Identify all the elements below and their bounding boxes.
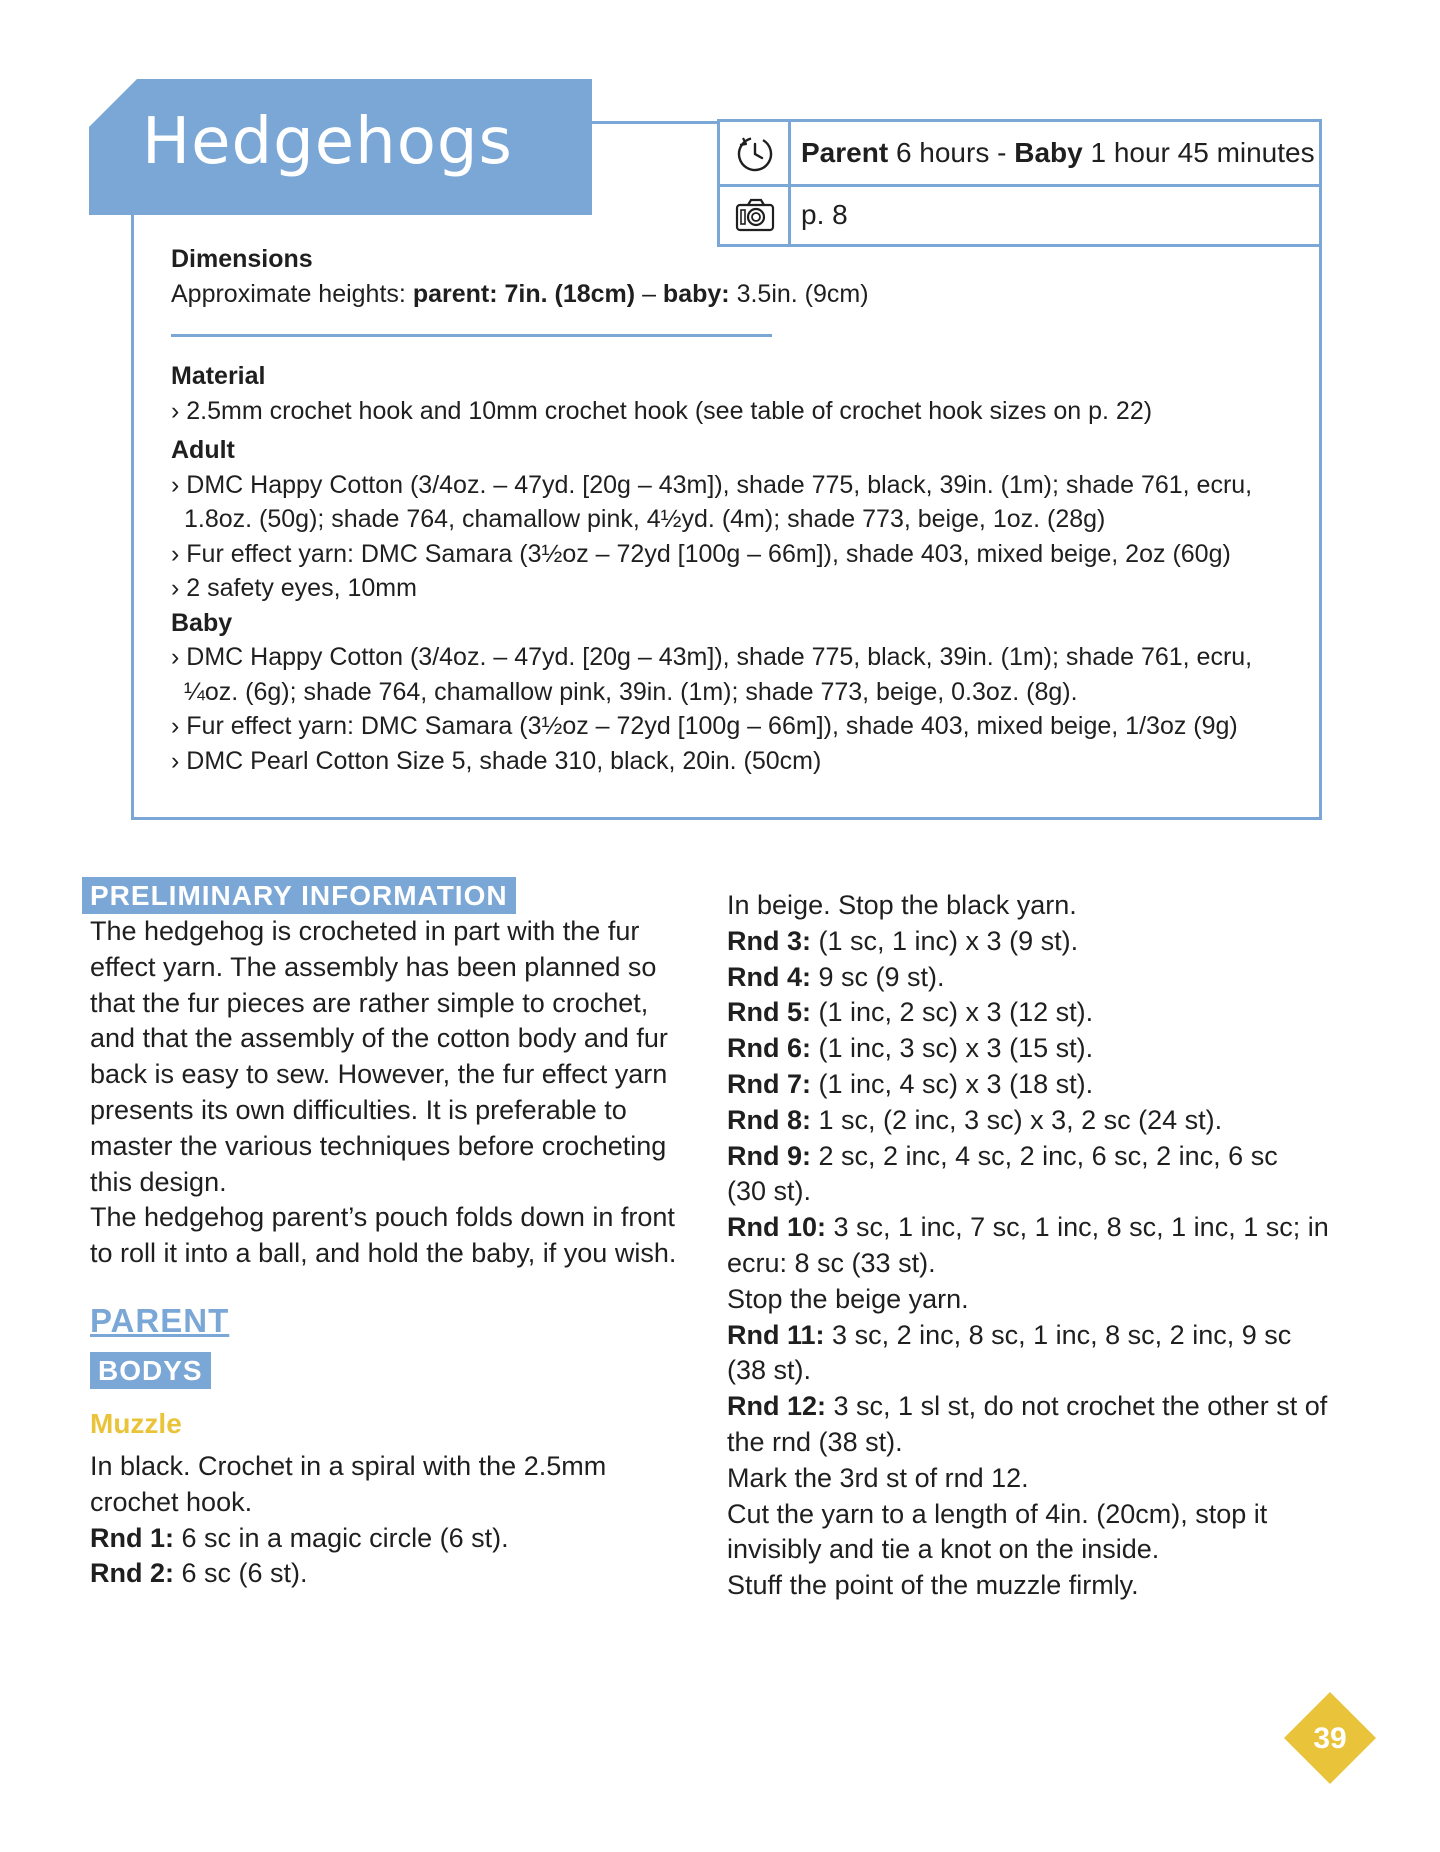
page-number: 39 [1313, 1722, 1347, 1755]
baby-time-value: 1 hour 45 minutes [1090, 137, 1315, 168]
parent-time-value: 6 hours - [895, 137, 1007, 168]
round-text: 6 sc in a magic circle (6 st). [181, 1522, 509, 1553]
right-column [727, 888, 1347, 1604]
round-text: 3 sc, 1 sl st, do not crochet the other st of [833, 1391, 1328, 1422]
photo-row [720, 184, 1319, 246]
round-label: Rnd 3: [727, 925, 811, 956]
baby-item: ¼oz. (6g); shade 764, chamallow pink, 39in. (1m); shade 773, beige, 0.3oz. (8g). [184, 677, 1078, 706]
round-text: 3 sc, 1 inc, 7 sc, 1 inc, 8 sc, 1 inc, 1 sc; in [833, 1212, 1329, 1243]
text-line: ecru: 8 sc (33 st). [727, 1247, 936, 1278]
page-number-badge [1284, 1692, 1376, 1784]
round-line [727, 1318, 1347, 1354]
round-line [727, 1389, 1347, 1425]
round-label: Rnd 10: [727, 1212, 827, 1243]
round-text: (1 inc, 3 sc) x 3 (15 st). [818, 1033, 1094, 1064]
round-line [727, 924, 1347, 960]
round-text: 3 sc, 2 inc, 8 sc, 1 inc, 8 sc, 2 inc, 9 sc [832, 1319, 1292, 1350]
text-line: Stuff the point of the muzzle firmly. [727, 1570, 1139, 1601]
meta-box [717, 119, 1322, 247]
camera-icon [734, 194, 776, 236]
muzzle-heading: Muzzle [90, 1407, 182, 1439]
text-line: crochet hook. [90, 1486, 253, 1517]
round-label: Rnd 12: [727, 1391, 827, 1422]
text-line: back is easy to sew. However, the fur effect yarn [90, 1059, 668, 1090]
adult-item: 1.8oz. (50g); shade 764, chamallow pink, 4½yd. (4m); shade 773, beige, 1oz. (28g) [184, 505, 1106, 533]
round-label: Rnd 8: [727, 1104, 811, 1135]
section-divider [171, 334, 772, 337]
text-line: invisibly and tie a knot on the inside. [727, 1534, 1160, 1565]
preliminary-text [90, 914, 680, 1272]
text-line: master the various techniques before crocheting [90, 1130, 667, 1161]
round-line [727, 1103, 1347, 1139]
photo-page: p. 8 [801, 199, 848, 230]
materials-section [171, 359, 1301, 778]
dimensions-baby-label: baby: [662, 280, 730, 308]
text-line: Stop the beige yarn. [727, 1283, 969, 1314]
text-line: that the fur pieces are rather simple to crochet, [90, 987, 649, 1018]
dimensions-section [171, 242, 869, 312]
dimensions-label: Dimensions [171, 245, 313, 273]
dimensions-prefix: Approximate heights: [171, 280, 406, 308]
round-line [727, 1031, 1347, 1067]
parent-time-label: Parent [801, 137, 889, 168]
round-text: (1 inc, 2 sc) x 3 (12 st). [818, 997, 1094, 1028]
text-line: The hedgehog is crocheted in part with the fur [90, 916, 640, 946]
material-label: Material [171, 362, 266, 390]
muzzle-instructions [90, 1449, 680, 1592]
adult-label: Adult [171, 436, 235, 464]
round-label: Rnd 11: [727, 1319, 825, 1350]
round-label: Rnd 9: [727, 1140, 811, 1171]
round-label: Rnd 6: [727, 1033, 811, 1064]
text-line: this design. [90, 1166, 227, 1197]
text-line: In black. Crochet in a spiral with the 2.5mm [90, 1450, 607, 1481]
round-label: Rnd 1: [90, 1522, 174, 1553]
round-line [727, 995, 1347, 1031]
dimensions-line [171, 277, 869, 312]
preliminary-heading: PRELIMINARY INFORMATION [82, 877, 516, 914]
baby-label: Baby [171, 608, 233, 637]
round-text: 2 sc, 2 inc, 4 sc, 2 inc, 6 sc, 2 inc, 6 sc [818, 1140, 1278, 1171]
round-text: (1 sc, 1 inc) x 3 (9 st). [818, 925, 1079, 956]
baby-time-label: Baby [1014, 137, 1083, 168]
text-line: (30 st). [727, 1176, 812, 1207]
adult-item: › 2 safety eyes, 10mm [171, 574, 417, 602]
time-row [720, 122, 1319, 187]
dimensions-baby-value: 3.5in. (9cm) [736, 280, 869, 308]
text-line: the rnd (38 st). [727, 1426, 903, 1457]
text-line: to roll it into a ball, and hold the baby, if you wish. [90, 1238, 677, 1269]
meta-separator [788, 184, 791, 246]
text-line: The hedgehog parent’s pouch folds down in front [90, 1202, 675, 1233]
adult-item: › Fur effect yarn: DMC Samara (3½oz – 72yd [100g – 66m]), shade 403, mixed beige, 2oz (60g) [171, 539, 1231, 568]
baby-item: › DMC Happy Cotton (3/4oz. – 47yd. [20g – 43m]), shade 775, black, 39in. (1m); shade 761, ecru, [171, 643, 1253, 671]
text-line: effect yarn. The assembly has been planned so [90, 951, 657, 982]
material-line: › 2.5mm crochet hook and 10mm crochet hook (see table of crochet hook sizes on p. 22) [171, 396, 1153, 425]
round-text: 9 sc (9 st). [818, 961, 945, 992]
round-label: Rnd 5: [727, 997, 811, 1028]
round-text: 1 sc, (2 inc, 3 sc) x 3, 2 sc (24 st). [818, 1104, 1223, 1135]
round-line [727, 960, 1347, 996]
dimensions-dash: – [642, 280, 656, 308]
adult-item: › DMC Happy Cotton (3/4oz. – 47yd. [20g – 43m]), shade 775, black, 39in. (1m); shade 761, ecru, [171, 470, 1253, 499]
baby-item: › Fur effect yarn: DMC Samara (3½oz – 72yd [100g – 66m]), shade 403, mixed beige, 1/3oz (9g) [171, 712, 1238, 740]
meta-separator [788, 122, 791, 184]
round-line [727, 1139, 1347, 1175]
round-label: Rnd 7: [727, 1068, 811, 1099]
dimensions-parent-value: 7in. (18cm) [504, 280, 636, 308]
bodys-tag: BODYS [90, 1352, 211, 1389]
round-line [727, 1067, 1347, 1103]
text-line: presents its own difficulties. It is preferable to [90, 1094, 627, 1125]
round-text: 6 sc (6 st). [181, 1558, 308, 1589]
page-title: Hedgehogs [142, 105, 513, 179]
clock-icon [734, 132, 776, 174]
baby-item: › DMC Pearl Cotton Size 5, shade 310, black, 20in. (50cm) [171, 746, 822, 775]
round-line [90, 1521, 680, 1557]
left-column [90, 877, 680, 1592]
round-label: Rnd 4: [727, 961, 811, 992]
dimensions-parent-label: parent: [412, 280, 498, 308]
text-line: (38 st). [727, 1355, 812, 1386]
round-text: (1 inc, 4 sc) x 3 (18 st). [818, 1068, 1094, 1099]
text-line: Cut the yarn to a length of 4in. (20cm), stop it [727, 1498, 1268, 1529]
round-line [727, 1210, 1347, 1246]
round-label: Rnd 2: [90, 1558, 174, 1589]
time-text [801, 137, 1315, 169]
text-line: and that the assembly of the cotton body and fur [90, 1023, 668, 1054]
text-line: In beige. Stop the black yarn. [727, 890, 1077, 920]
round-line [90, 1556, 680, 1592]
parent-heading: PARENT [90, 1301, 230, 1339]
text-line: Mark the 3rd st of rnd 12. [727, 1462, 1029, 1493]
